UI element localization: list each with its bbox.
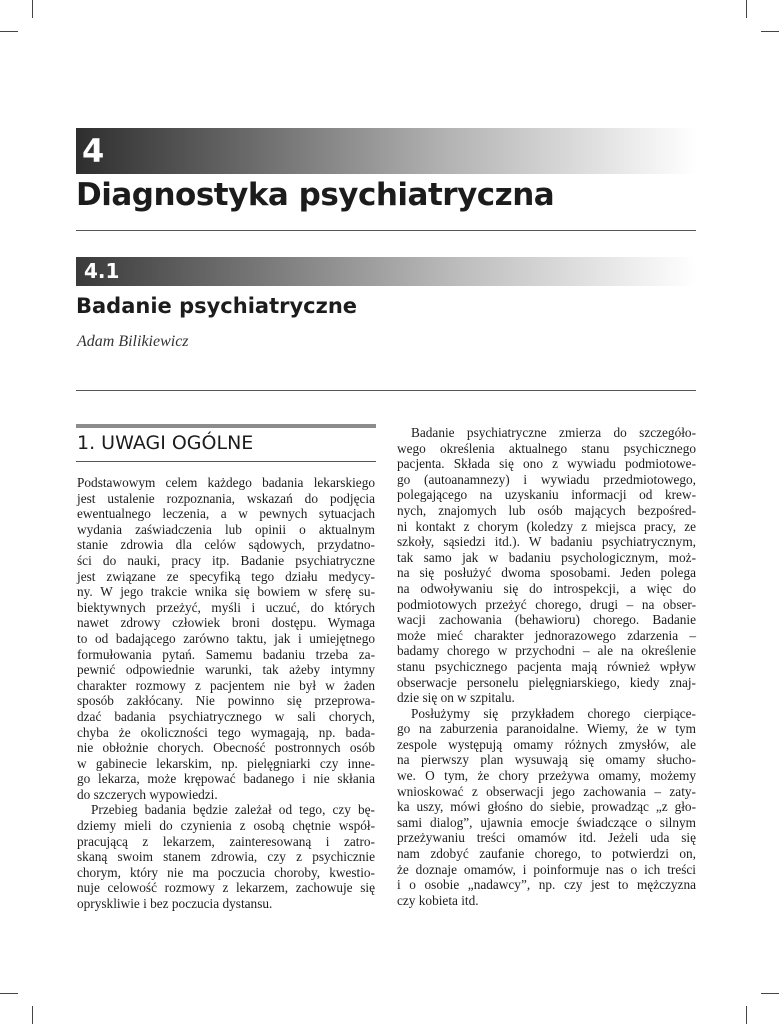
chapter-number-bar — [76, 128, 696, 174]
text-line: pacjenta. Składa się ono z wywiadu podmiotowe- — [397, 456, 696, 472]
text-line: skaną swoim stanem zdrowia, czy z psychicznie — [77, 849, 375, 865]
crop-mark — [0, 993, 18, 994]
text-line: Badanie psychiatryczne zmierza do szczegóło- — [411, 425, 696, 440]
text-line: ny. W jego trakcie wnika się bowiem w sferę su- — [77, 584, 375, 600]
crop-mark — [761, 31, 779, 32]
text-line: biektywnych przeżyć, myśli i uczuć, do których — [77, 599, 375, 615]
text-line: chorym, który nie ma poczucia choroby, kwestio- — [77, 864, 375, 880]
text-line: nie obłożnie chorych. Obecność postronnych osób — [77, 740, 375, 756]
text-line: przeżywaniu treści omamów itd. Jeżeli uda się — [397, 830, 696, 846]
text-line: zespole występują omamy różnych zmysłów, ale — [397, 736, 696, 752]
text-line: charakter rozmowy z pacjentem nie był w żaden — [77, 677, 375, 693]
text-line: wacji zachowania (behawioru) chorego. Badanie — [397, 612, 696, 628]
text-line: jest związane ze specyfiką tego działu medycy- — [77, 568, 375, 584]
text-line: go (autoanamnezy) i wywiadu przedmiotowego, — [397, 471, 696, 487]
text-line: sposób zakłócany. Nie powinno się przeprowa- — [77, 693, 375, 709]
text-line: Przebieg badania będzie zależał od tego, czy bę- — [91, 802, 375, 818]
text-line: w gabinecie lekarskim, np. pielęgniarki czy inne- — [77, 755, 375, 771]
text-line: ewentualnego leczenia, a w pewnych sytuacjach — [77, 506, 375, 522]
text-line: polegającego na uzyskaniu informacji od krew- — [397, 487, 696, 503]
text-line: we. O tym, że chory przeżywa omamy, możemy — [397, 768, 696, 784]
text-line: badamy chorego w przychodni – ale na określenie — [397, 643, 696, 659]
text-line: dzać badania psychiatrycznego w sali chorych, — [77, 708, 375, 724]
text-line: nuje celowość rozmowy z lekarzem, zachowuje się — [77, 880, 375, 896]
text-line: że doznaje omamów, i poinformuje nas o ich treści — [397, 861, 696, 877]
text-line: wego określenia aktualnego stanu psychicznego — [397, 440, 696, 456]
text-line: go na zaburzenia paranoidalne. Wiemy, że w tym — [397, 721, 696, 737]
text-line: to od badającego zarówno taktu, jak i umiejętnego — [77, 630, 375, 646]
text-line: ka uszy, mówi głośno do siebie, prowadząc „z gło- — [397, 799, 696, 815]
section-divider — [76, 390, 696, 391]
chapter-number: 4 — [82, 132, 105, 170]
text-line: stanu psychicznego pacjenta mają również wpływ — [397, 658, 696, 674]
text-line: i o osobie „nadawcy”, np. czy jest to mężczyzna — [397, 877, 696, 893]
crop-mark — [32, 1006, 33, 1024]
text-line: ści do nauki, pracy itp. Badanie psychiatryczne — [77, 552, 375, 568]
text-line: nych, znajomych lub osób mających bezpośred- — [397, 502, 696, 518]
text-line: na się posłużyć dwoma sposobami. Jeden polega — [397, 565, 696, 581]
text-line: obserwacje personelu pielęgniarskiego, kiedy znaj- — [397, 674, 696, 690]
text-line: czy kobieta itd. — [397, 892, 479, 908]
chapter-title: Diagnostyka psychiatryczna — [76, 177, 555, 213]
left-column-text — [77, 475, 375, 912]
section-author: Adam Bilikiewicz — [77, 333, 189, 350]
text-line: nam zdobyć zaufanie chorego, to potwierdzi on, — [397, 846, 696, 862]
section-title: Badanie psychiatryczne — [76, 294, 358, 318]
text-line: szkoły, sąsiedzi itd.). W badaniu psychiatrycznym, — [397, 534, 696, 550]
text-line: ni kontakt z chorym (koledzy z miejsca pracy, ze — [397, 518, 696, 534]
crop-mark — [746, 1006, 747, 1024]
text-line: pewnić odpowiednie warunki, tak ażeby intymny — [77, 662, 375, 678]
text-line: pracującą z lekarzem, zainteresowaną i zatro- — [77, 833, 375, 849]
right-column-text — [397, 425, 696, 908]
text-line: może mieć charakter jednorazowego zdarzenia – — [397, 627, 696, 643]
text-line: dziemy mieli do czynienia z osobą chętnie współ- — [77, 818, 375, 834]
text-line: formułowania pytań. Samemu badaniu trzeba za- — [77, 646, 375, 662]
text-line: stanie zdrowia dla celów sądowych, przydatno- — [77, 537, 375, 553]
section-number-bar — [76, 257, 696, 286]
text-line: chyba że okoliczności tego wymagają, np. bada- — [77, 724, 375, 740]
text-line: opryskliwie i bez poczucia dystansu. — [77, 896, 273, 912]
text-line: Posłużymy się przykładem chorego cierpiące- — [411, 705, 696, 721]
text-line: dzie się on w szpitalu. — [397, 690, 515, 706]
chapter-title-rule — [76, 230, 696, 231]
text-line: Podstawowym celem każdego badania lekarskiego — [77, 475, 375, 490]
crop-mark — [32, 0, 33, 18]
section-number: 4.1 — [84, 259, 120, 283]
text-line: na odwoływaniu się do introspekcji, a więc do — [397, 580, 696, 596]
subsection-heading: 1. UWAGI OGÓLNE — [77, 432, 254, 454]
crop-mark — [0, 31, 18, 32]
text-line: nawet zdrowy człowiek broni dostępu. Wymaga — [77, 615, 375, 631]
crop-mark — [746, 0, 747, 18]
text-line: do szczerych wypowiedzi. — [77, 786, 218, 802]
text-line: podmiotowych przeżyć chorego, drugi – na obser- — [397, 596, 696, 612]
text-line: jest ustalenie rozpoznania, wskazań do podjęcia — [77, 490, 375, 506]
text-line: na pierwszy plan wysuwają się omamy słucho- — [397, 752, 696, 768]
crop-mark — [761, 993, 779, 994]
text-line: wydania zaświadczenia lub opinii o aktualnym — [77, 521, 375, 537]
text-line: sami dialog”, ujawnia emocje świadczące o silnym — [397, 814, 696, 830]
subsection-top-rule — [76, 424, 376, 428]
text-line: tak samo jak w badaniu psychologicznym, moż- — [397, 549, 696, 565]
text-line: wnioskować z obserwacji jego zachowania – zaty- — [397, 783, 696, 799]
subsection-bottom-rule — [76, 461, 376, 462]
text-line: go lekarza, może krępować badanego i nie skłania — [77, 771, 375, 787]
